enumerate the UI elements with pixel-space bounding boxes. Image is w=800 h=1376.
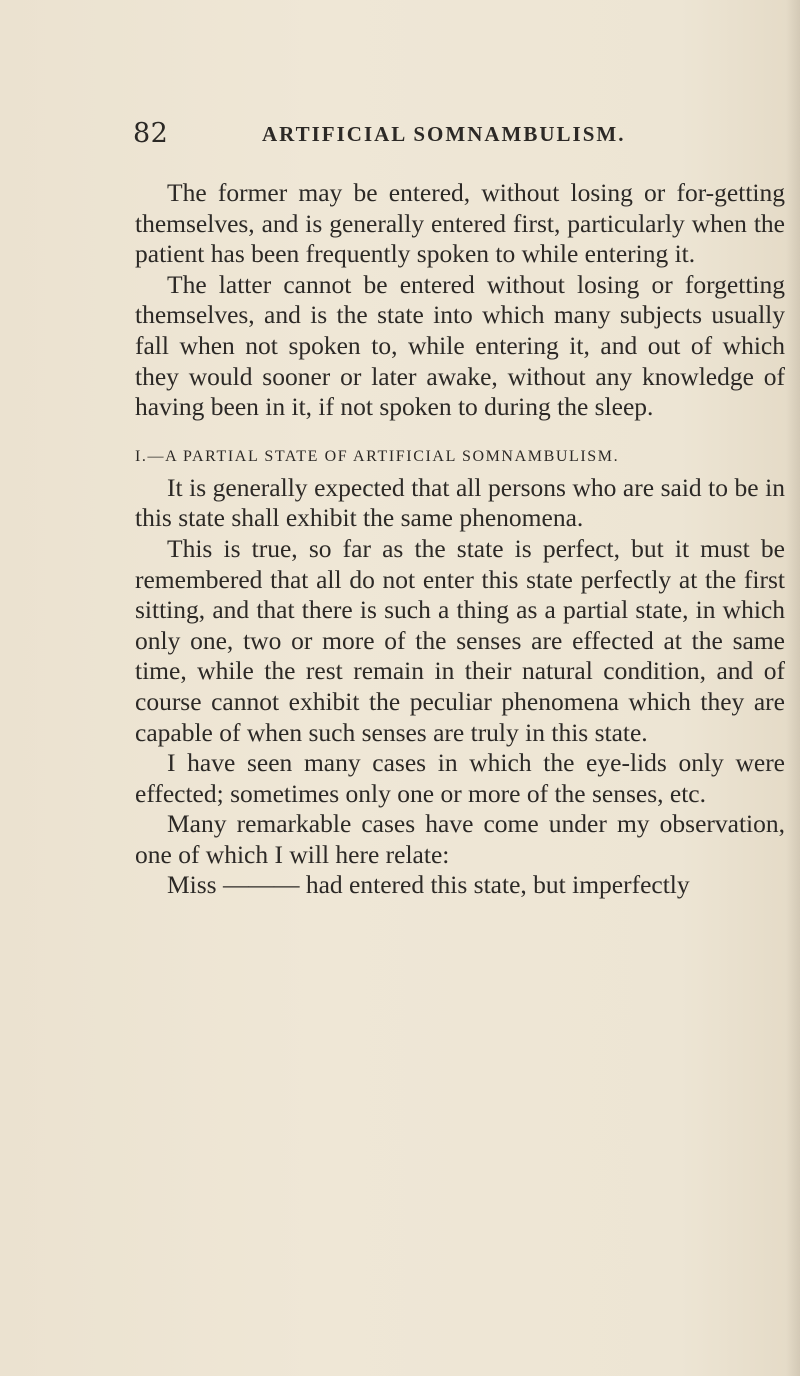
paragraph: This is true, so far as the state is perfect, but it must be remembered that all do not enter this state perfectly at the first sitting, and that there is such a thing as a partial state, in which only one, two or more of the senses are effected at the same time, while the rest remain in their natural condition, and of course cannot exhibit the peculiar phenomena which they are capable of when such senses are truly in this state. [135,533,785,747]
paragraph: It is generally expected that all persons who are said to be in this state shall exhibit the same phenomena. [135,472,785,533]
body-text [135,178,785,901]
section-heading: I.—A PARTIAL STATE OF ARTIFICIAL SOMNAMBULISM. [135,447,620,465]
paragraph: Many remarkable cases have come under my observation, one of which I will here relate: [135,809,785,869]
page-number: 82 [133,118,169,149]
paragraph: I have seen many cases in which the eye-lids only were effected; sometimes only one or more of the senses, etc. [135,748,785,808]
page-header [0,118,800,158]
paragraph: Miss ——— had entered this state, but imperfectly [167,870,690,900]
page-edge-shadow [786,0,800,1376]
paragraph: The former may be entered, without losing or for-getting themselves, and is generally entered first, particularly when the patient has been frequently spoken to while entering it. [135,178,785,269]
paragraph: The latter cannot be entered without losing or forgetting themselves, and is the state into which many subjects usually fall when not spoken to, while entering it, and out of which they would sooner or later awake, without any knowledge of having been in it, if not spoken to during the sleep. [135,269,785,422]
running-head: ARTIFICIAL SOMNAMBULISM. [262,122,626,146]
